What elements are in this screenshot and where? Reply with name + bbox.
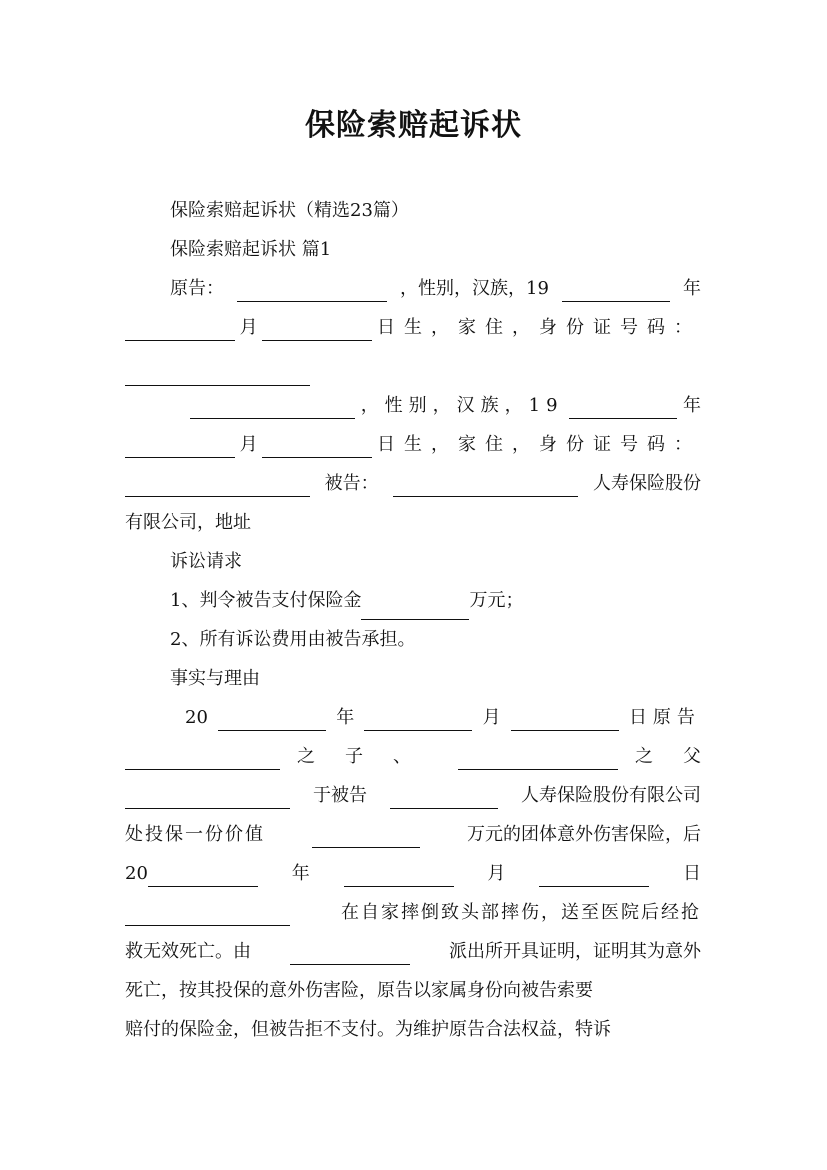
facts-line-5 (125, 855, 701, 893)
blank-field (290, 940, 410, 965)
second-line-1 (190, 387, 701, 425)
blank-field (125, 316, 235, 341)
document-title: 保险索赔起诉状 (305, 108, 522, 143)
month-label: 月 (239, 317, 258, 338)
blank-field (390, 784, 498, 809)
plaintiff-line-1 (170, 270, 701, 308)
year-label: 年 (682, 395, 701, 416)
facts-line-4 (125, 816, 701, 854)
claim-item-1-text: 1、判令被告支付保险金 (170, 590, 362, 611)
blank-field (361, 595, 469, 620)
blank-field (312, 823, 420, 848)
section-heading: 保险索赔起诉状 篇1 (170, 239, 332, 260)
facts-line-3 (125, 777, 701, 815)
day-home-id: 日生，家住，身份证号码： (376, 434, 701, 455)
blank-field (237, 277, 387, 302)
blank-field (458, 745, 618, 770)
rescue-text: 救无效死亡。由 (125, 941, 251, 962)
defendant-label: 被告： (324, 473, 379, 494)
year-label: 年 (336, 707, 355, 728)
year-group (125, 855, 258, 893)
second-line-2 (125, 426, 701, 464)
month-label: 月 (482, 707, 501, 728)
year-label: 年 (291, 863, 310, 884)
day-label: 日 (682, 863, 701, 884)
blank-field (125, 901, 290, 926)
insurance-text: 万元的团体意外伤害保险，后 (467, 824, 701, 845)
day-plaintiff: 日原告 (628, 707, 701, 728)
plaintiff-gender: ，性别，汉族，19 (400, 278, 549, 299)
facts-line-9: 赔付的保险金，但被告拒不支付。为维护原告合法权益，特诉 (125, 1019, 611, 1040)
year-prefix: 20 (125, 863, 148, 884)
defendant-company: 人寿保险股份 (592, 473, 701, 494)
month-label: 月 (239, 434, 258, 455)
blank-field (125, 361, 310, 386)
blank-field (125, 433, 235, 458)
blank-field (562, 277, 670, 302)
to-defendant: 于被告 (313, 785, 367, 806)
claim-item-1-unit: 万元； (469, 590, 524, 611)
plaintiff-line-2 (125, 309, 701, 347)
subtitle: 保险索赔起诉状（精选23篇） (170, 200, 409, 221)
facts-line-1 (185, 699, 701, 737)
facts-line-2 (125, 738, 731, 776)
blank-field (148, 862, 258, 887)
blank-field (262, 316, 372, 341)
father-of: 之父 (635, 746, 731, 767)
defendant-address: 有限公司，地址 (125, 512, 251, 533)
plaintiff-line-3 (125, 348, 701, 386)
defendant-line (125, 465, 701, 503)
insured-text: 处投保一份价值 (125, 824, 265, 845)
second-gender: ，性别，汉族，19 (360, 395, 564, 416)
blank-field (125, 472, 310, 497)
injury-text: 在自家摔倒致头部摔伤，送至医院后经抢 (341, 902, 701, 923)
blank-field (125, 745, 280, 770)
blank-field (190, 394, 355, 419)
blank-field (125, 784, 290, 809)
facts-line-6 (125, 894, 701, 932)
day-home-id: 日生，家住，身份证号码： (376, 317, 701, 338)
blank-field (539, 862, 649, 887)
blank-field (569, 394, 677, 419)
year-label: 年 (682, 278, 701, 299)
claim-item-1 (170, 582, 701, 620)
year-prefix: 20 (185, 707, 208, 728)
blank-field (344, 862, 454, 887)
facts-heading: 事实与理由 (170, 668, 260, 689)
facts-line-8: 死亡，按其投保的意外伤害险，原告以家属身份向被告索要 (125, 980, 593, 1001)
blank-field (218, 706, 326, 731)
plaintiff-label: 原告： (170, 278, 224, 299)
claims-heading: 诉讼请求 (170, 551, 242, 572)
son-of: 之子、 (297, 746, 441, 767)
blank-field (364, 706, 472, 731)
facts-line-7 (125, 933, 701, 971)
claim-item-2: 2、所有诉讼费用由被告承担。 (170, 629, 416, 650)
month-label: 月 (487, 863, 506, 884)
blank-field (262, 433, 372, 458)
police-proof-text: 派出所开具证明，证明其为意外 (449, 941, 701, 962)
blank-field (393, 472, 578, 497)
blank-field (511, 706, 619, 731)
defendant-company: 人寿保险股份有限公司 (521, 785, 701, 806)
